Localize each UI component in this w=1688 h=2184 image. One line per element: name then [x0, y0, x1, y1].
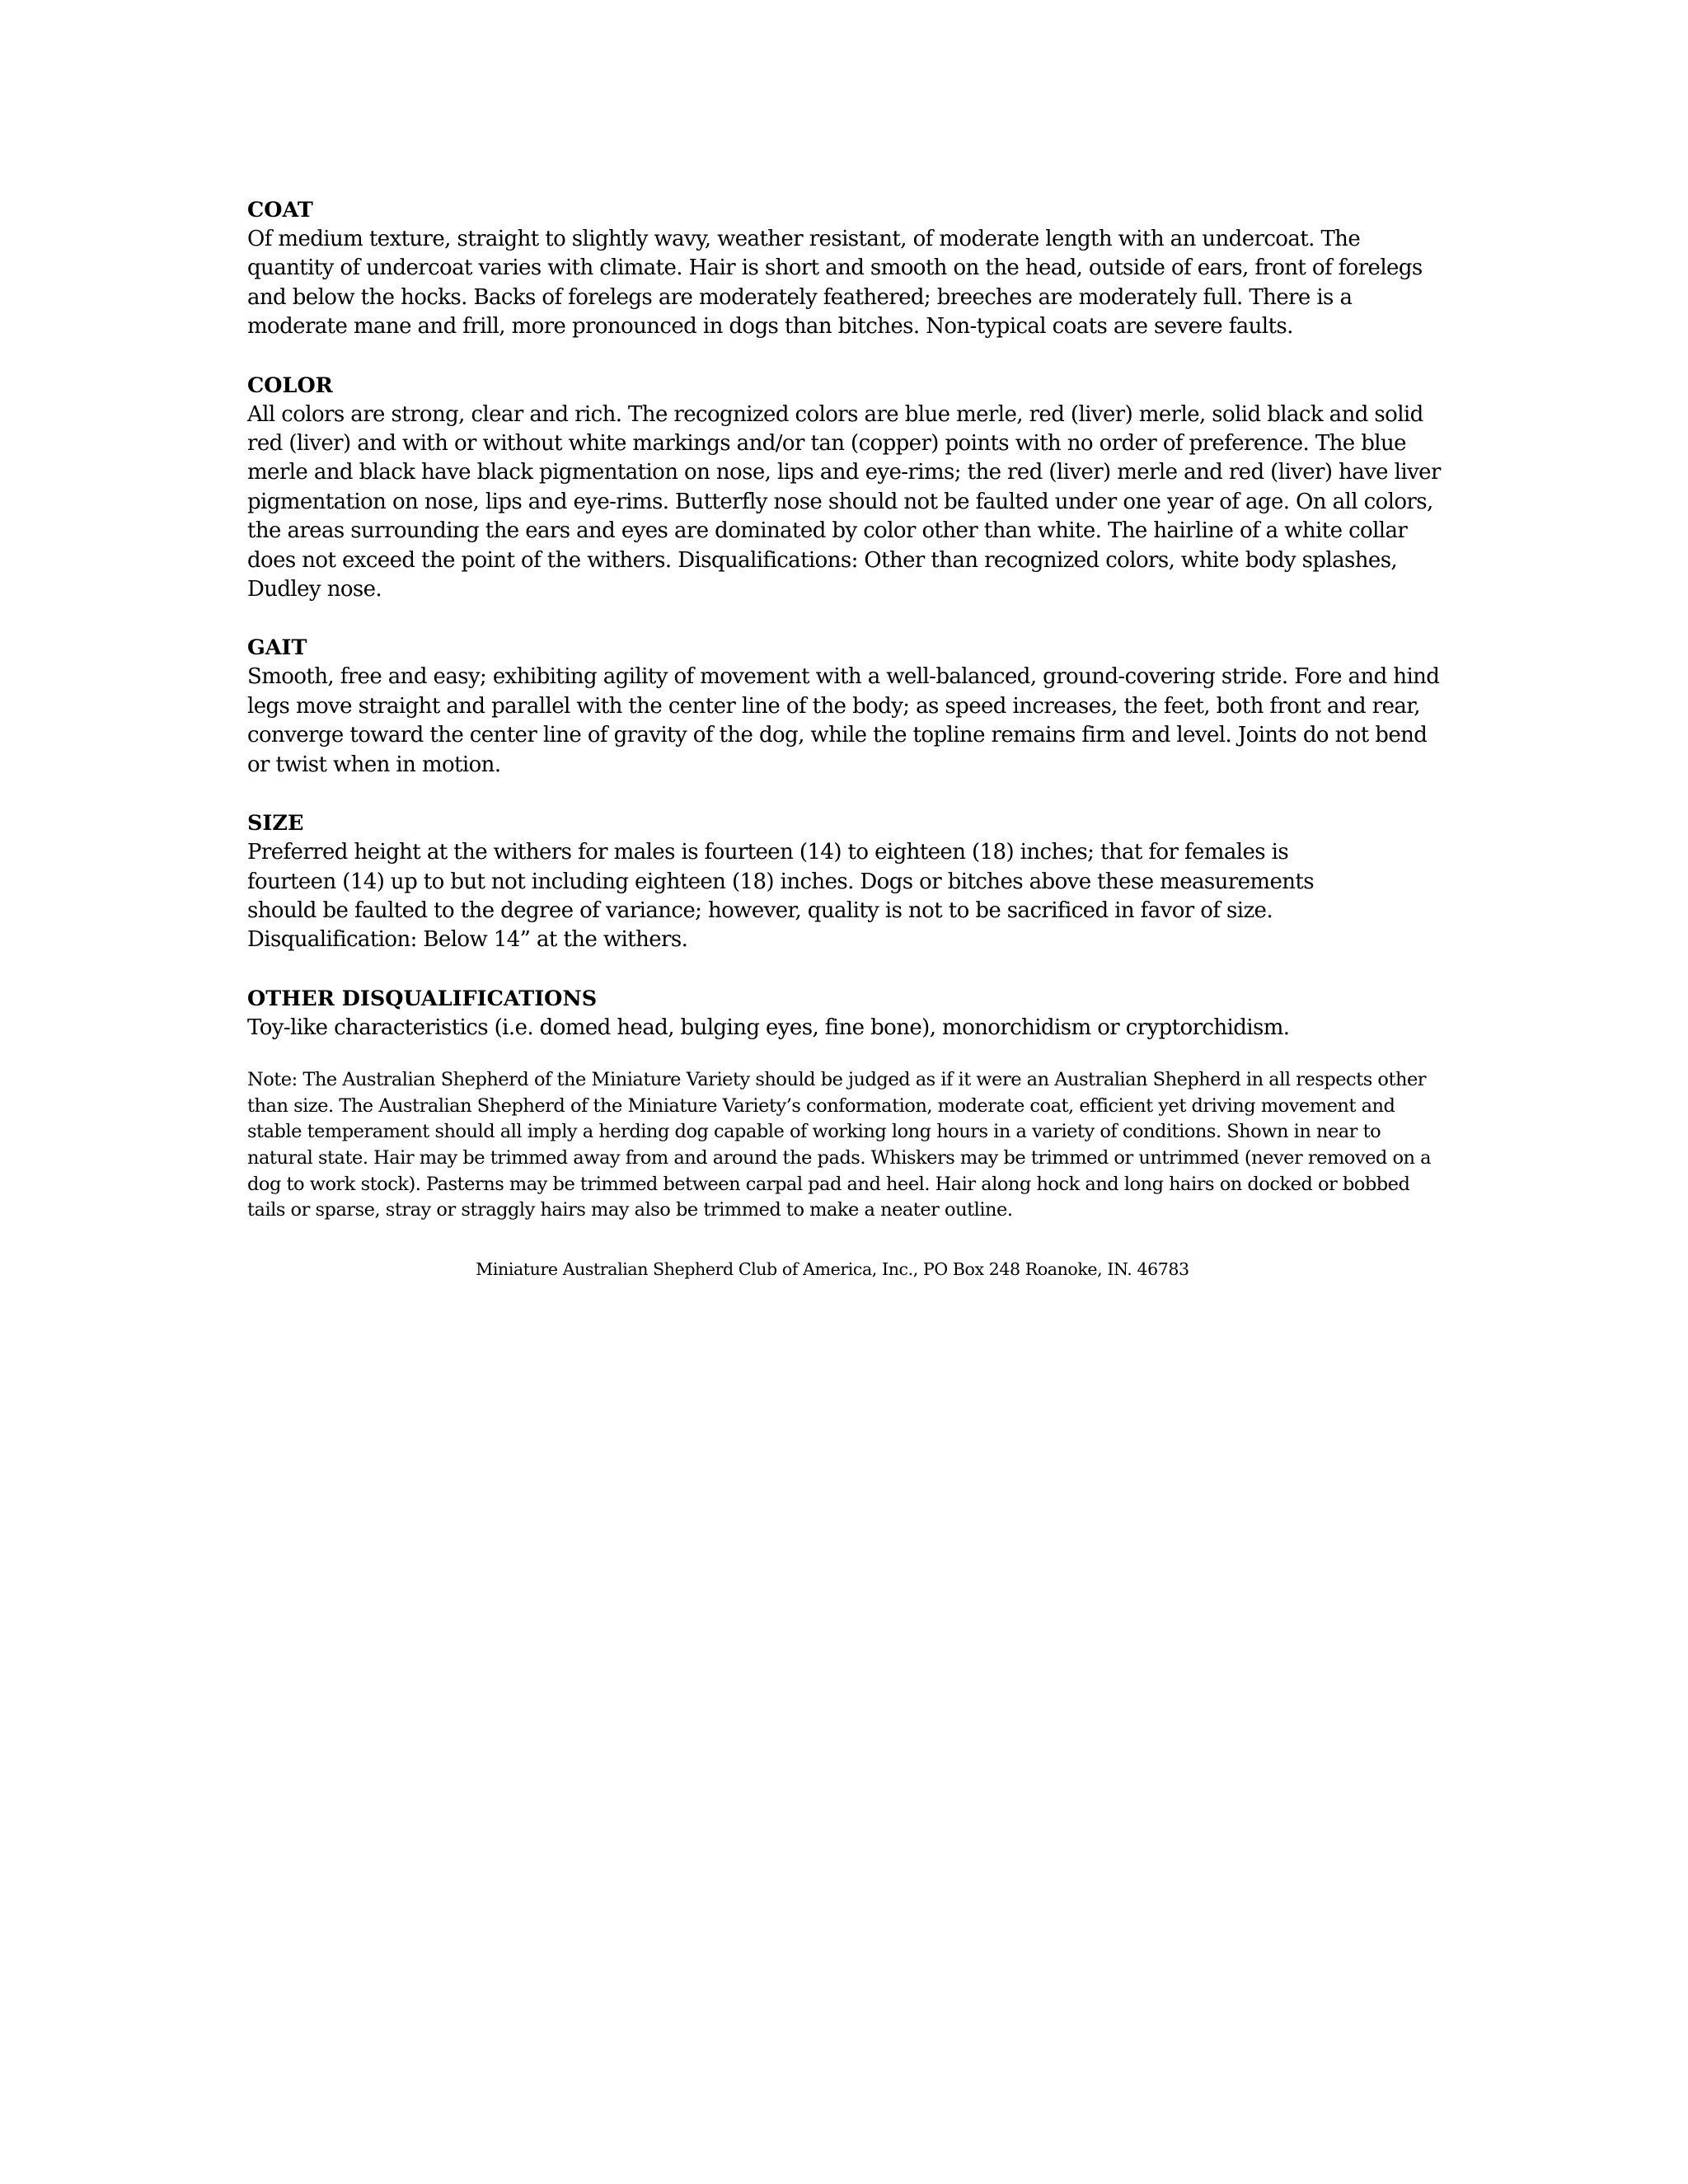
section-size — [247, 809, 1442, 955]
section-heading-size: SIZE — [247, 811, 304, 837]
section-heading-gait: GAIT — [247, 635, 307, 661]
section-other-disqualifications — [247, 985, 1442, 1043]
section-text-coat: Of medium texture, straight to slightly wavy, weather resistant, of moderate length with an undercoat. The quantity of undercoat varies with climate. Hair is short and smooth on the head, outside of ears, front of forelegs and below the hocks. Backs of forelegs are moderately feathered; breeches are moderately full. There is a moderate mane and frill, more pronounced in dogs than bitches. Non-typical coats are severe faults. — [247, 227, 1423, 340]
section-text-color: All colors are strong, clear and rich. The recognized colors are blue merle, red (liver) merle, solid black and solid red (liver) and with or without white markings and/or tan (copper) points with no order of preference. The blue merle and black have black pigmentation on nose, lips and eye-rims; the red (liver) merle and red (liver) have liver pigmentation on nose, lips and eye-rims. Butterfly nose should not be faulted under one year of age. On all colors, the areas surrounding the ears and eyes are dominated by color other than white. The hairline of a white collar does not exceed the point of the withers. Disqualifications: Other than recognized colors, white body splashes, Dudley nose. — [247, 401, 1441, 602]
footer-address: Miniature Australian Shepherd Club of America, Inc., PO Box 248 Roanoke, IN. 46783 — [476, 1259, 1189, 1279]
section-coat — [247, 196, 1442, 342]
note-paragraph: Note: The Australian Shepherd of the Miniature Variety should be judged as if it were an Australian Shepherd in all respects other than size. The Australian Shepherd of the Miniature Variety’s conformation, moderate coat, efficient yet driving movement and stable temperament should all imply a herding dog capable of working long hours in a variety of conditions. Shown in near to natural state. Hair may be trimmed away from and around the pads. Whiskers may be trimmed or untrimmed (never removed on a dog to work stock). Pasterns may be trimmed between carpal pad and heel. Hair along hock and long hairs on docked or bobbed tails or sparse, stray or straggly hairs may also be trimmed to make a neater outline. — [247, 1069, 1432, 1221]
section-text-other-disqualifications: Toy-like characteristics (i.e. domed head, bulging eyes, fine bone), monorchidism or cryptorchidism. — [247, 1015, 1290, 1040]
section-gait — [247, 634, 1442, 780]
section-text-gait: Smooth, free and easy; exhibiting agility of movement with a well-balanced, ground-covering stride. Fore and hind legs move straight and parallel with the center line of the body; as speed increases, the feet, both front and rear, converge toward the center line of gravity of the dog, while the topline remains firm and level. Joints do not bend or twist when in motion. — [247, 664, 1440, 777]
document-body — [247, 196, 1442, 1224]
section-heading-other-disqualifications: OTHER DISQUALIFICATIONS — [247, 986, 598, 1011]
section-heading-color: COLOR — [247, 373, 333, 398]
section-color — [247, 372, 1442, 605]
section-text-size: Preferred height at the withers for males is fourteen (14) to eighteen (18) inches; that for females is fourteen (14) up to but not including eighteen (18) inches. Dogs or bitches above these measurements should be faulted to the degree of variance; however, quality is not to be sacrificed in favor of size. Disqualification: Below 14” at the withers. — [247, 840, 1314, 953]
section-heading-coat: COAT — [247, 198, 313, 223]
